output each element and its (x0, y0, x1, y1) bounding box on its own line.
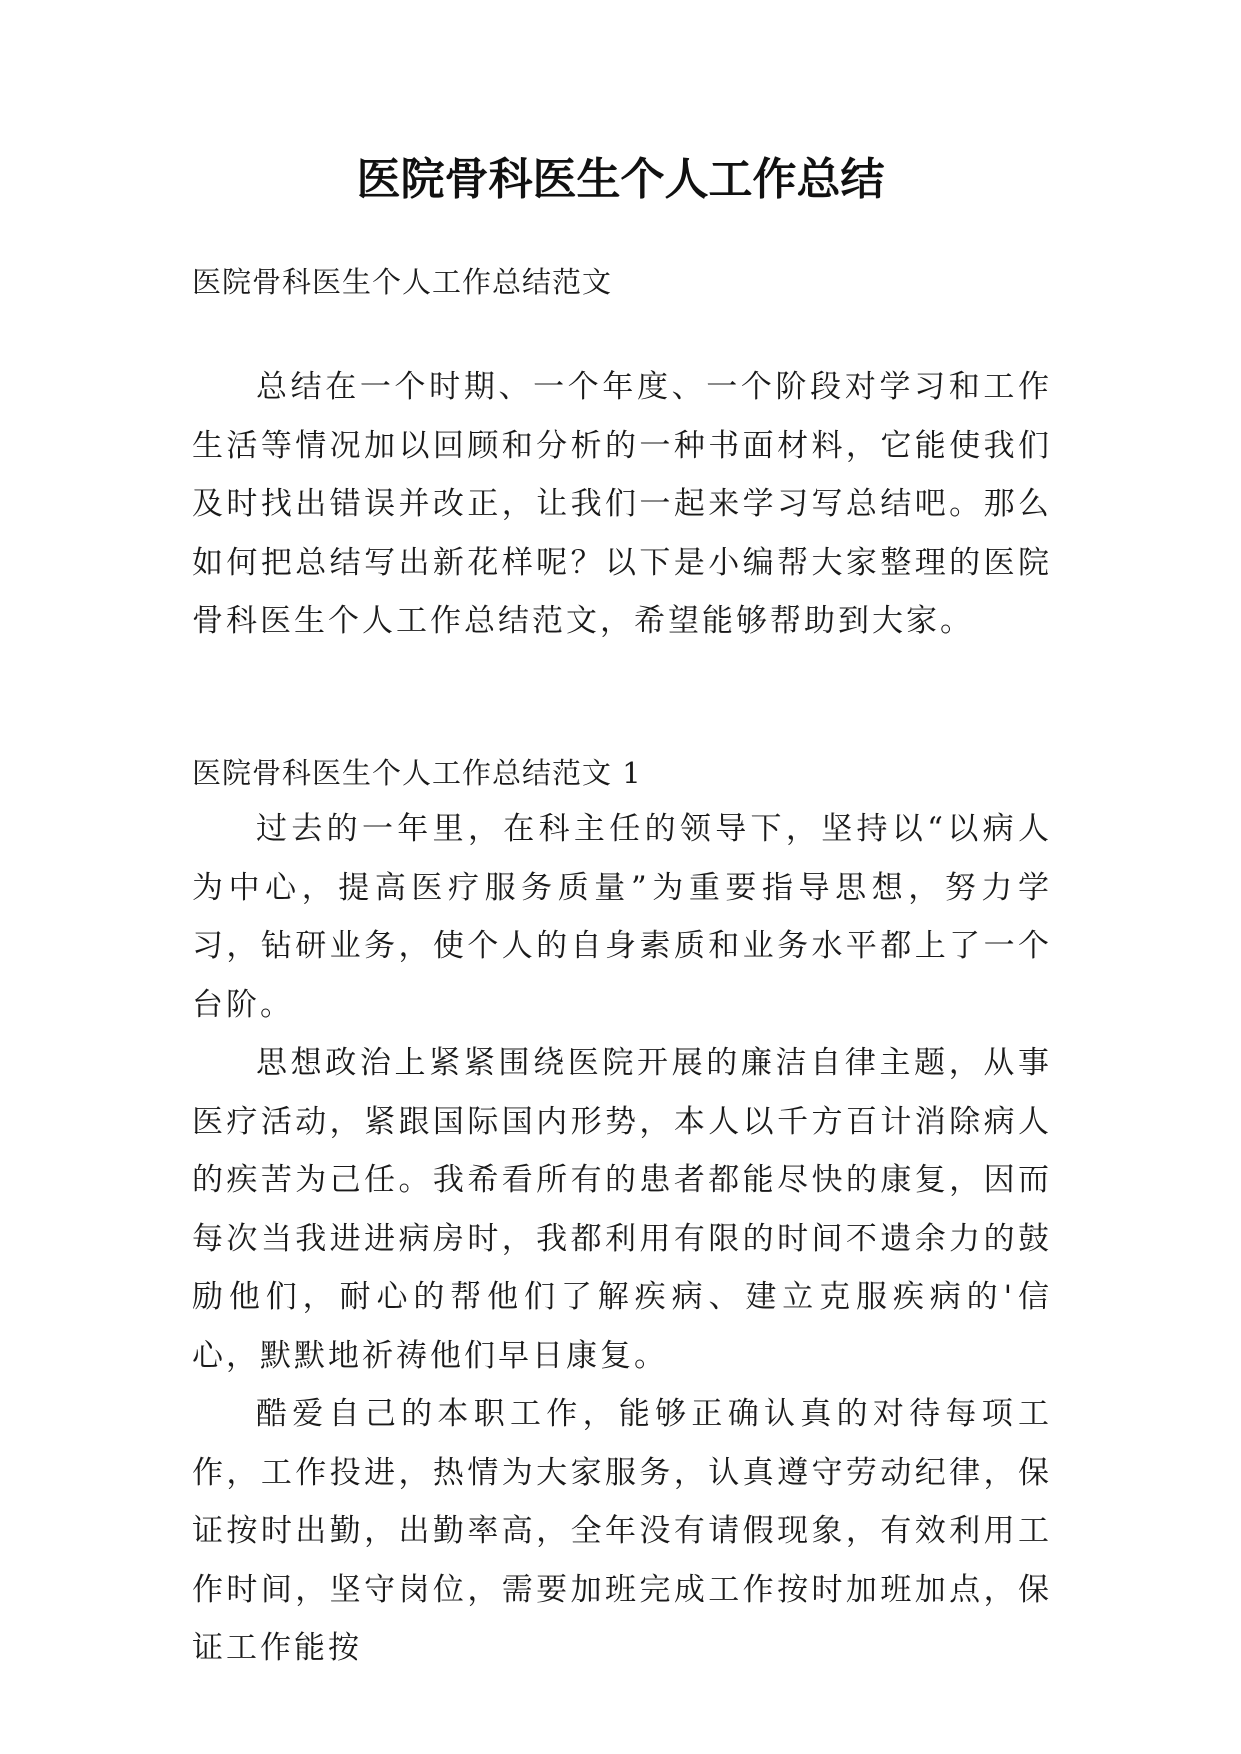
body-paragraph: 过去的一年里，在科主任的领导下，坚持以“以病人为中心，提高医疗服务质量”为重要指导思想，努力学习，钻研业务，使个人的自身素质和业务水平都上了一个台阶。 (192, 811, 1052, 1023)
intro-paragraph: 总结在一个时期、一个年度、一个阶段对学习和工作生活等情况加以回顾和分析的一种书面材料，它能使我们及时找出错误并改正，让我们一起来学习写总结吧。那么如何把总结写出新花样呢？以下是小编帮大家整理的医院骨科医生个人工作总结范文，希望能够帮助到大家。 (192, 369, 1052, 639)
document-subtitle: 医院骨科医生个人工作总结范文 (192, 265, 613, 299)
intro-block (192, 358, 1052, 651)
body-paragraph: 酷爱自己的本职工作，能够正确认真的对待每项工作，工作投进，热情为大家服务，认真遵守劳动纪律，保证按时出勤，出勤率高，全年没有请假现象，有效利用工作时间，坚守岗位，需要加班完成工作按时加班加点，保证工作能按 (192, 1396, 1052, 1666)
body-paragraph: 思想政治上紧紧围绕医院开展的廉洁自律主题，从事医疗活动，紧跟国际国内形势，本人以千方百计消除病人的疾苦为己任。我希看所有的患者都能尽快的康复，因而每次当我进进病房时，我都利用有限的时间不遗余力的鼓励他们，耐心的帮他们了解疾病、建立克服疾病的'信心，默默地祈祷他们早日康复。 (192, 1045, 1052, 1374)
section-heading: 医院骨科医生个人工作总结范文 1 (192, 756, 642, 790)
section-body (192, 800, 1052, 1678)
document-title: 医院骨科医生个人工作总结 (356, 154, 885, 205)
